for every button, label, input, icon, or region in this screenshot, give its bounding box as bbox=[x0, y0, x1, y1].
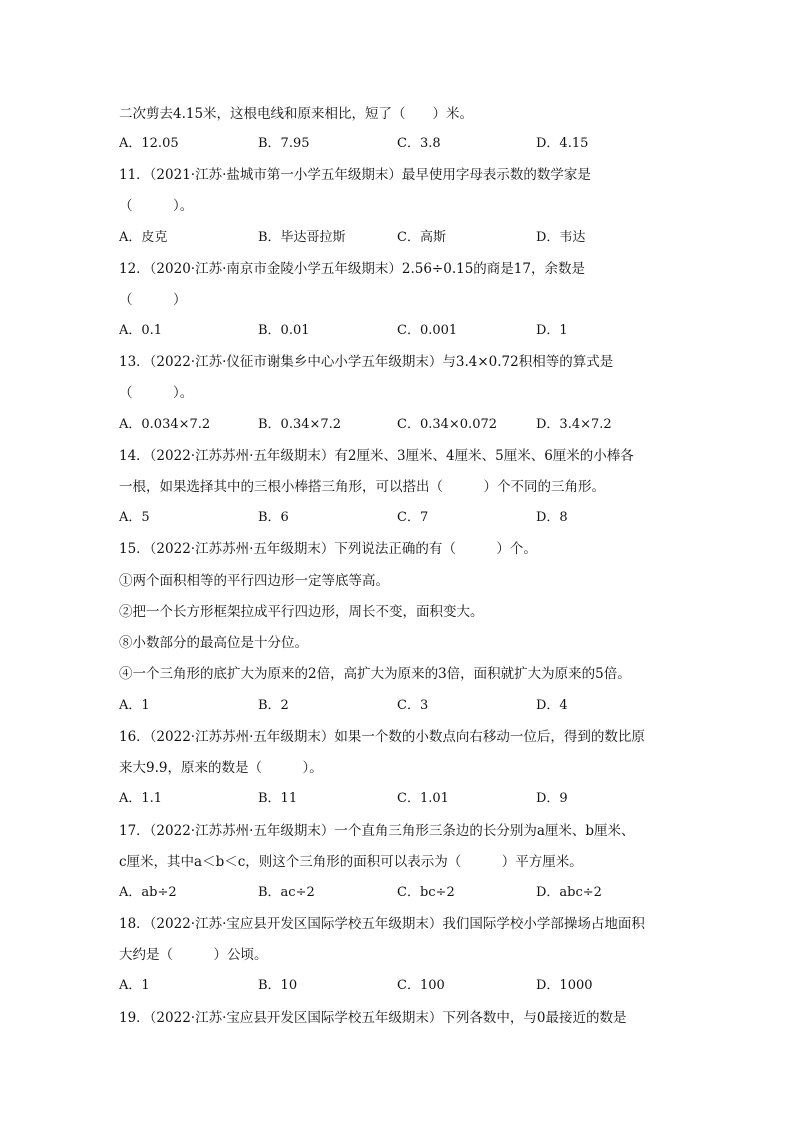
option-c: C．1.01 bbox=[397, 791, 449, 806]
option-d: D．abc÷2 bbox=[536, 885, 602, 900]
q17-stem-line-1: 17．（2022·江苏苏州·五年级期末）一个直角三角形三条边的长分别为a厘米、b厘米、 bbox=[119, 823, 635, 839]
option-d: D．4.15 bbox=[536, 136, 589, 151]
option-c: C．7 bbox=[397, 510, 429, 525]
option-d: D．1000 bbox=[536, 978, 593, 993]
q12-stem-line-1: 12．（2020·江苏·南京市金陵小学五年级期末）2.56÷0.15的商是17，余数是 bbox=[119, 261, 585, 277]
q12-options bbox=[119, 321, 699, 341]
option-c: C．bc÷2 bbox=[397, 885, 455, 900]
q13-stem-line-1: 13．（2022·江苏·仪征市谢集乡中心小学五年级期末）与3.4×0.72积相等的算式是 bbox=[119, 354, 614, 370]
q15-statement-3: ⑧小数部分的最高位是十分位。 bbox=[119, 635, 308, 651]
option-d: D．3.4×7.2 bbox=[536, 417, 612, 432]
q14-stem-line-1: 14．（2022·江苏苏州·五年级期末）有2厘米、3厘米、4厘米、5厘米、6厘米的小棒各 bbox=[119, 448, 634, 464]
option-a: A．ab÷2 bbox=[119, 885, 177, 900]
q11-options bbox=[119, 228, 699, 248]
option-a: A．1 bbox=[119, 698, 150, 713]
q15-statement-1: ①两个面积相等的平行四边形一定等底等高。 bbox=[119, 573, 389, 589]
option-c: C．3.8 bbox=[397, 136, 441, 151]
option-d: D．1 bbox=[536, 323, 568, 338]
q14-stem-line-2: 一根，如果选择其中的三根小棒搭三角形，可以搭出（ ）个不同的三角形。 bbox=[119, 479, 605, 495]
option-c: C．3 bbox=[397, 698, 429, 713]
option-a: A．1 bbox=[119, 978, 150, 993]
q18-options bbox=[119, 976, 699, 996]
option-a: A．皮克 bbox=[119, 230, 168, 245]
option-b: B．0.34×7.2 bbox=[258, 417, 342, 432]
option-b: B．ac÷2 bbox=[258, 885, 315, 900]
option-c: C．0.34×0.072 bbox=[397, 417, 498, 432]
q19-stem-line-1: 19．（2022·江苏·宝应县开发区国际学校五年级期末）下列各数中，与0最接近的数是 bbox=[119, 1010, 627, 1026]
option-b: B．毕达哥拉斯 bbox=[258, 230, 346, 245]
q10-continuation: 二次剪去4.15米，这根电线和原来相比，短了（ ）米。 bbox=[119, 106, 474, 122]
option-d: D．8 bbox=[536, 510, 568, 525]
q14-options bbox=[119, 508, 699, 528]
q10-options bbox=[119, 134, 699, 154]
option-d: D．韦达 bbox=[536, 230, 586, 245]
option-a: A．1.1 bbox=[119, 791, 163, 806]
q16-stem-line-1: 16．（2022·江苏苏州·五年级期末）如果一个数的小数点向右移动一位后，得到的数比原 bbox=[119, 729, 645, 745]
q15-stem-line-1: 15．（2022·江苏苏州·五年级期末）下列说法正确的有（ ）个。 bbox=[119, 541, 537, 557]
option-b: B．0.01 bbox=[258, 323, 310, 338]
q15-statement-4: ④一个三角形的底扩大为原来的2倍，高扩大为原来的3倍，面积就扩大为原来的5倍。 bbox=[119, 666, 631, 682]
option-b: B．10 bbox=[258, 978, 298, 993]
q13-options bbox=[119, 415, 699, 435]
q11-stem-line-2: （ ）。 bbox=[119, 198, 194, 214]
option-b: B．2 bbox=[258, 698, 289, 713]
option-d: D．9 bbox=[536, 791, 568, 806]
q16-stem-line-2: 来大9.9，原来的数是（ ）。 bbox=[119, 760, 323, 776]
q18-stem-line-2: 大约是（ ）公顷。 bbox=[119, 947, 268, 963]
option-b: B．7.95 bbox=[258, 136, 310, 151]
option-b: B．11 bbox=[258, 791, 298, 806]
q18-stem-line-1: 18．（2022·江苏·宝应县开发区国际学校五年级期末）我们国际学校小学部操场占地面积 bbox=[119, 916, 645, 932]
option-a: A．5 bbox=[119, 510, 150, 525]
option-a: A．0.1 bbox=[119, 323, 163, 338]
option-c: C．100 bbox=[397, 978, 445, 993]
q12-stem-line-2: （ ） bbox=[119, 292, 187, 308]
option-a: A．0.034×7.2 bbox=[119, 417, 211, 432]
q16-options bbox=[119, 789, 699, 809]
q17-stem-line-2: c厘米，其中a＜b＜c，则这个三角形的面积可以表示为（ ）平方厘米。 bbox=[119, 854, 583, 870]
q15-options bbox=[119, 696, 699, 716]
option-a: A．12.05 bbox=[119, 136, 179, 151]
option-d: D．4 bbox=[536, 698, 568, 713]
q13-stem-line-2: （ ）。 bbox=[119, 385, 194, 401]
option-c: C．高斯 bbox=[397, 230, 446, 245]
option-c: C．0.001 bbox=[397, 323, 458, 338]
q15-statement-2: ②把一个长方形框架拉成平行四边形，周长不变，面积变大。 bbox=[119, 604, 484, 620]
option-b: B．6 bbox=[258, 510, 289, 525]
q17-options bbox=[119, 883, 699, 903]
q11-stem-line-1: 11．（2021·江苏·盐城市第一小学五年级期末）最早使用字母表示数的数学家是 bbox=[119, 167, 591, 183]
